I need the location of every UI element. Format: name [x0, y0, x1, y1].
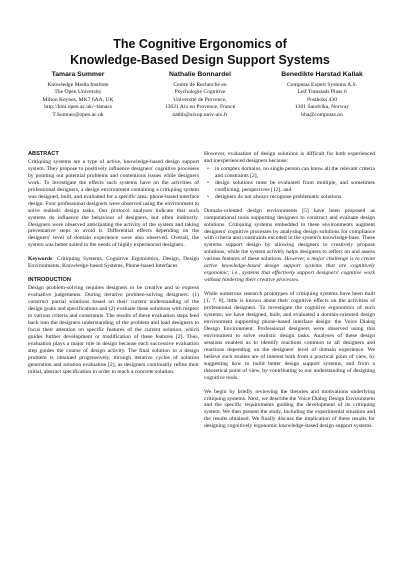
author-affiliation: Centre de Recherche en	[173, 81, 227, 88]
title-line-2: Knowledge-Based Design Support Systems	[70, 53, 330, 67]
research-paragraph: While numerous research prototypes of critiquing systems have been built [1, 7, 8], little is known about their cognitive effects on the activities of professional designers. To investigate the cognitive ergonomics of such systems, we have designed, built, and evaluated a domain-oriented design environment supporting phone-based interface design: the Voice Dialog Design Environment. Professional designers were observed using this environment to solve realistic design tasks. Analyses of these design sessions enabled us to identify reactions common to all designers and reactions depending on the designers' level of domain experience. We believe such studies are of interest both from a practical point of view, by suggesting how to build better design support systems, and from a theoretical point of view, by contributing to our understanding of designing cognitive tools.	[204, 291, 375, 381]
bullet-icon: •	[207, 179, 209, 186]
author-email[interactable]: nathb@aixup.univ-aix.fr	[172, 111, 228, 118]
author-name: Benedikte Harstad Kallak	[281, 71, 363, 78]
overview-paragraph: We begin by briefly reviewing the theories and motivations underlying critiquing systems. Next, we describe the Voice Dialog Design Environment and the specific requirements guiding the development of its critiquing system. We then present the study, including the experimental situation and the results obtained. We finally discuss the implication of these results for designing cognitively ergonomic knowledge-based design support systems.	[204, 388, 375, 430]
author-email[interactable]: bha@computas.no	[301, 111, 343, 118]
author-name: Nathalie Bonnardel	[169, 71, 231, 78]
author-name: Tamara Summer	[51, 71, 105, 78]
design-environments-paragraph: Domain-oriented design environments [5] have been proposed as computational tools supporting designers to construct and evaluate design solutions. Critiquing systems embedded in these environments augment designers' cognitive processes by analysing design solutions for compliance with criteria and constraints encoded in the system's knowledge-base. These systems support design by allowing designers to creatively propose solutions, while the system actively helps designers to reflect on and assess various features of these solutions. However, a major challenge is to create active knowledge-based design support systems that are cognitively ergonomic; i.e., systems that effectively support designers' cognitive work without hindering their creative processes.	[204, 207, 375, 284]
author-affiliation: Knowledge Media Institute	[47, 81, 109, 88]
list-item: • designers do not always recognise problematic solutions.	[207, 193, 343, 200]
right-column	[204, 151, 375, 437]
author-address: 13621 Aix en Provence, France	[164, 104, 236, 111]
introduction-text: Design problem-solving requires designers to be creative and to express evaluative judgements. During iterative problem-solving designers: (1) construct partial solutions based on their current understanding of the design goals and specifications and (2) evaluate these solutions with respect to various criteria and constraints. The results of these evaluation steps feed back into the designers understanding of the problem and lead designers to focus their attention on specific features of the current solution, which guides further development or modification of these features [2]. Thus, evaluation plays a major role in design because each successive evaluation step guides the course of design activity. The final solution to a design problem is obtained progressively, through iterative cycles of solution generation and solution evaluation [2], as designers continually refine their initial, abstract specification in order to reach a concrete solution.	[28, 285, 199, 375]
keywords	[28, 256, 199, 270]
author-affiliation: Computas Expert Systems A.S.	[286, 81, 358, 88]
bullet-icon: •	[207, 165, 209, 172]
paper-title	[0, 36, 400, 68]
abstract-heading: ABSTRACT	[28, 151, 59, 157]
introduction-heading: INTRODUCTION	[28, 277, 71, 284]
author-2	[140, 71, 260, 120]
keywords-text: : Critiquing Systems, Cognitive Ergonomics, Design, Design Environments, Knowledge-based Systems, Phone-based Interfaces	[28, 256, 199, 270]
list-item: • design solutions must be evaluated from multiple, and sometimes conflicting, perspectives [12], and	[207, 179, 375, 193]
evaluation-intro: However, evaluation of design solutions is difficult for both experienced and inexperienced designers because:	[204, 151, 375, 164]
author-1	[18, 71, 138, 120]
author-address: Milton Keynes, MK7 6AA, UK	[42, 96, 114, 103]
author-email[interactable]: T.Sumner@open.ac.uk	[52, 111, 104, 118]
author-address: Leif Transtads Plass 6	[297, 89, 347, 96]
author-affiliation: The Open University	[54, 89, 102, 96]
author-address: Université de Provence,	[173, 96, 227, 103]
author-block	[18, 71, 382, 141]
author-address: 1301 Sandvika, Norway	[294, 104, 350, 111]
evaluation-bullet-list	[204, 166, 375, 201]
title-line-1: The Cognitive Ergonomics of	[113, 37, 287, 51]
author-address: Postboks 430	[307, 96, 337, 103]
list-item: • in complex domains, no single person can know all the relevant criteria and constraints [2],	[207, 165, 375, 179]
author-affiliation: Psychologie Cognitive	[174, 89, 226, 96]
author-3	[262, 71, 382, 120]
abstract-text: Critiquing systems are a type of active, knowledge-based design support system. They propose to positively influence designers' cognitive processes by pointing out potential problems and contentious issues while designers work. To investigate the effects such systems have on the activities of professional designers, a design environment containing a critiquing system was designed, built, and evaluated for a specific area: phone-based interface design. Four professional designers were observed using the environment to solve realistic design tasks. Our protocol analyses indicate that such systems do influence the behaviour of designers, but often indirectly. Designers were observed anticipating the activity of the system and taking preventative steps to avoid it. Differential effects depending on the designers' level of domain experience were also observed. Overall, the system was better suited to the needs of highly experienced designers.	[28, 158, 199, 249]
author-url[interactable]: http://kmi.open.ac.uk/~tamara	[44, 104, 112, 111]
left-column	[28, 151, 199, 383]
keywords-label: Keywords	[28, 256, 53, 263]
challenge-statement: However, a major challenge is to create active knowledge-based design support systems that are cognitively ergonomic; i.e., systems that effectively support designers' cognitive work without hindering their creative processes.	[204, 256, 375, 284]
bullet-icon: •	[207, 193, 209, 200]
